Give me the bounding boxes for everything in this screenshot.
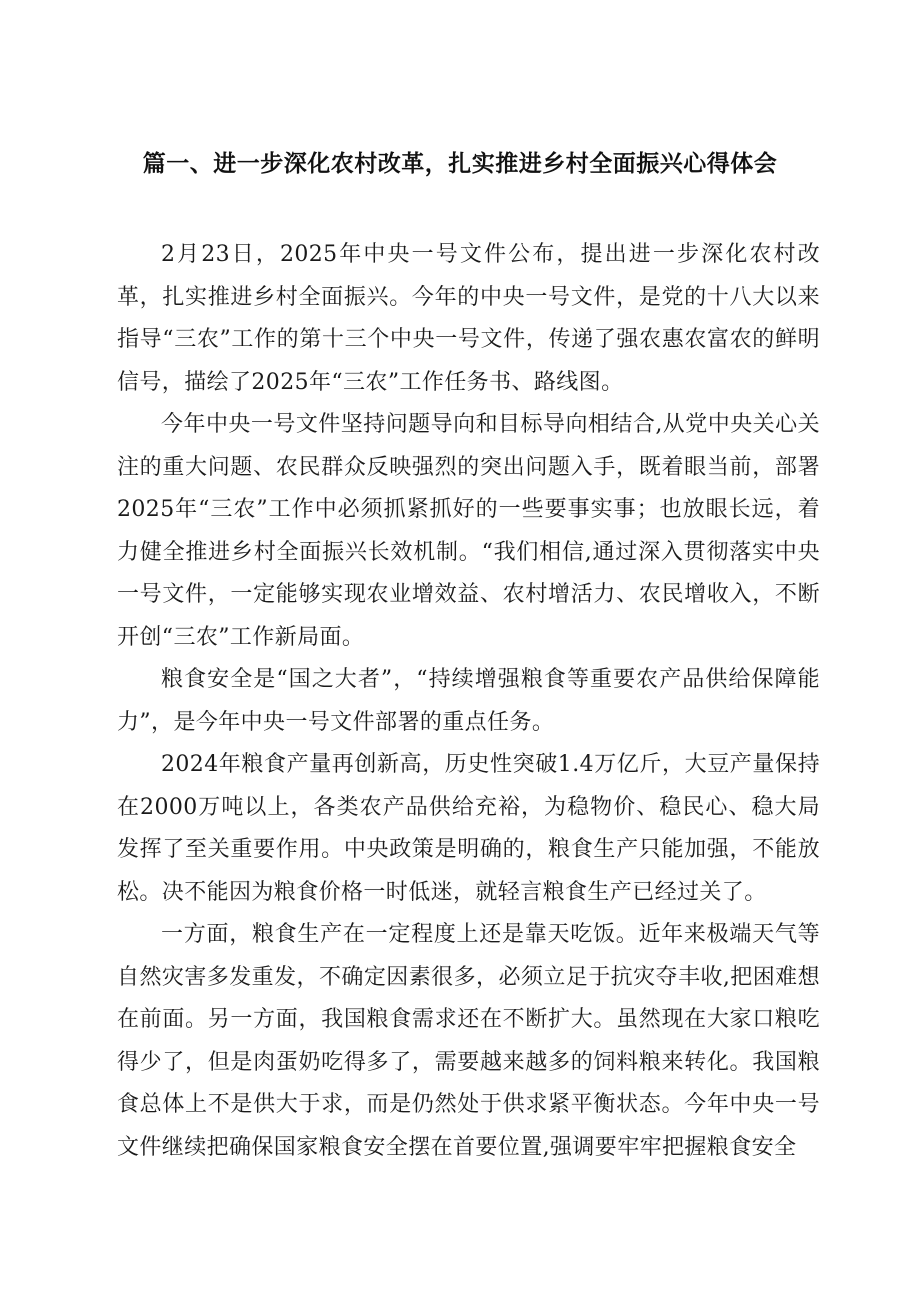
paragraph-4: 2024年粮食产量再创新高，历史性突破1.4万亿斤，大豆产量保持在2000万吨以上，各类农产品供给充裕，为稳物价、稳民心、稳大局发挥了至关重要作用。中央政策是明确的，粮食生产只能加强，不能放松。决不能因为粮食价格一时低迷，就轻言粮食生产已经过关了。 — [117, 752, 820, 905]
paragraph-3: 粮食安全是“国之大者”，“持续增强粮食等重要农产品供给保障能力”，是今年中央一号文件部署的重点任务。 — [117, 667, 820, 735]
document-body — [117, 234, 820, 1169]
paragraph-2: 今年中央一号文件坚持问题导向和目标导向相结合,从党中央关心关注的重大问题、农民群众反映强烈的突出问题入手，既着眼当前，部署2025年“三农”工作中必须抓紧抓好的一些要事实事；也放眼长远，着力健全推进乡村全面振兴长效机制。“我们相信,通过深入贯彻落实中央一号文件，一定能够实现农业增效益、农村增活力、农民增收入，不断开创“三农”工作新局面。 — [117, 412, 820, 650]
paragraph-5: 一方面，粮食生产在一定程度上还是靠天吃饭。近年来极端天气等自然灾害多发重发，不确定因素很多，必须立足于抗灾夺丰收,把困难想在前面。另一方面，我国粮食需求还在不断扩大。虽然现在大家口粮吃得少了，但是肉蛋奶吃得多了，需要越来越多的饲料粮来转化。我国粮食总体上不是供大于求，而是仍然处于供求紧平衡状态。今年中央一号文件继续把确保国家粮食安全摆在首要位置,强调要牢牢把握粮食安全 — [117, 922, 820, 1160]
document-title: 篇一、进一步深化农村改革，扎实推进乡村全面振兴心得体会 — [142, 151, 778, 177]
paragraph-1: 2月23日，2025年中央一号文件公布，提出进一步深化农村改革，扎实推进乡村全面振兴。今年的中央一号文件，是党的十八大以来指导“三农”工作的第十三个中央一号文件，传递了强农惠农富农的鲜明信号，描绘了2025年“三农”工作任务书、路线图。 — [117, 242, 820, 395]
